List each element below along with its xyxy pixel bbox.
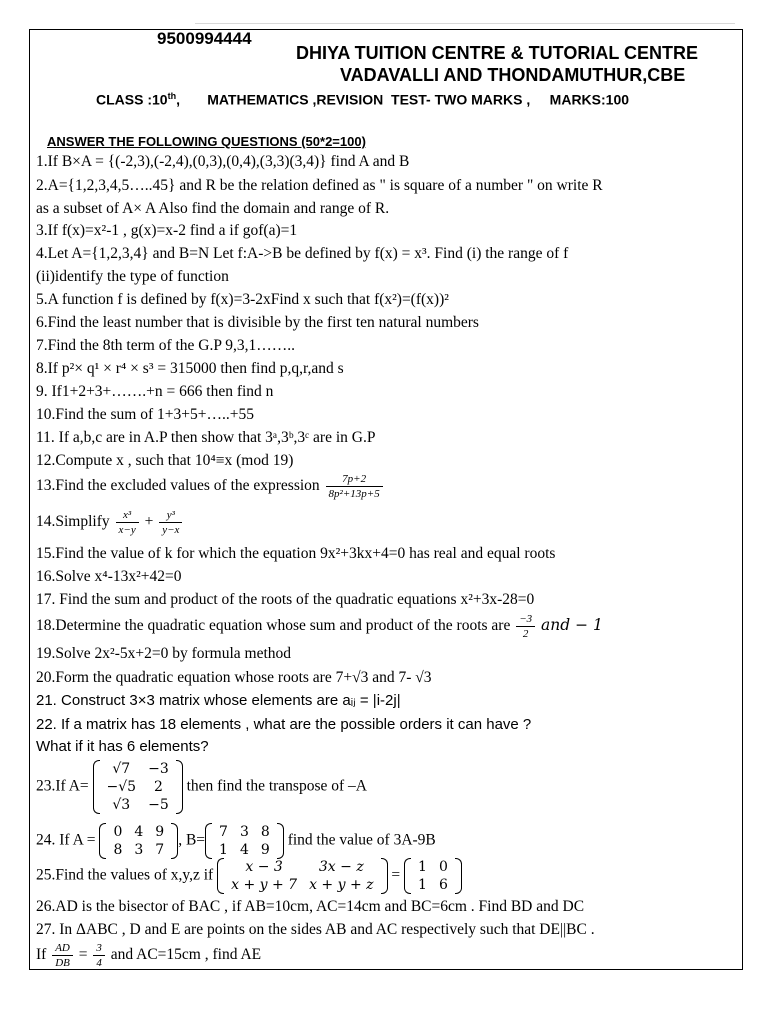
question-16: 16.Solve x⁴-13x²+42=0 xyxy=(36,568,182,585)
question-12: 12.Compute x , such that 10⁴≡x (mod 19) xyxy=(36,452,294,469)
fraction-numerator: AD xyxy=(52,941,73,956)
matrix-cell: x − 3 xyxy=(245,859,283,875)
question-13-text: 13.Find the excluded values of the expression xyxy=(36,477,320,495)
fraction-numerator: 7p+2 xyxy=(326,472,383,487)
question-18 xyxy=(36,612,603,641)
matrix-cell: −√5 xyxy=(106,779,137,795)
question-21: 21. Construct 3×3 matrix whose elements are aᵢⱼ = |i-2j| xyxy=(36,692,401,709)
fraction-numerator: −3 xyxy=(516,612,535,627)
question-24-mid: , B= xyxy=(178,831,206,849)
question-4-line-2: (ii)identify the type of function xyxy=(36,268,229,285)
matrix-right xyxy=(404,858,462,894)
equals-sign: = xyxy=(391,866,401,884)
matrix-cell: √3 xyxy=(112,797,131,813)
matrix-cell: 7 xyxy=(155,842,165,858)
question-27-suffix: and AC=15cm , find AE xyxy=(110,946,262,964)
matrix-cell: 1 xyxy=(418,859,427,875)
fraction-denominator: DB xyxy=(55,957,70,969)
matrix-a xyxy=(93,760,183,814)
question-14-fraction-2 xyxy=(159,508,182,537)
class-line: CLASS :10th, MATHEMATICS ,REVISION TEST- TWO MARKS , MARKS:100 xyxy=(96,91,630,108)
question-27-fraction-1 xyxy=(52,941,73,970)
question-24-suffix: find the value of 3A-9B xyxy=(287,831,436,849)
question-14 xyxy=(36,508,184,537)
institute-name: DHIYA TUITION CENTRE & TUTORIAL CENTRE xyxy=(296,43,699,63)
question-19: 19.Solve 2x²-5x+2=0 by formula method xyxy=(36,645,292,662)
question-14-fraction-1 xyxy=(116,508,139,537)
question-24-prefix: 24. If A = xyxy=(36,831,96,849)
plus-sign: + xyxy=(144,513,154,531)
fraction-denominator: 2 xyxy=(522,628,529,640)
matrix-cell: 6 xyxy=(438,877,448,893)
question-13 xyxy=(36,472,385,501)
question-4-line-1: 4.Let A={1,2,3,4} and B=N Let f:A->B be defined by f(x) = x³. Find (i) the range of f xyxy=(36,245,569,262)
matrix-cell: 9 xyxy=(260,842,270,858)
matrix-cell: 7 xyxy=(219,824,228,840)
question-26: 26.AD is the bisector of BAC , if AB=10cm, AC=14cm and BC=6cm . Find BD and DC xyxy=(36,898,585,915)
fraction-denominator: x−y xyxy=(118,524,136,536)
matrix-cell: 1 xyxy=(219,842,228,858)
question-6: 6.Find the least number that is divisible by the first ten natural numbers xyxy=(36,314,479,331)
matrix-b xyxy=(205,823,284,859)
matrix-cell: 3x − z xyxy=(318,859,364,875)
instruction: ANSWER THE FOLLOWING QUESTIONS (50*2=100) xyxy=(47,134,366,149)
question-13-fraction xyxy=(326,472,383,501)
question-18-fraction xyxy=(516,612,535,641)
institute-location: VADAVALLI AND THONDAMUTHUR,CBE xyxy=(340,65,686,85)
question-2-line-1: 2.A={1,2,3,4,5…..45} and R be the relation defined as " is square of a number " on write R xyxy=(36,177,603,194)
matrix-cell: 4 xyxy=(134,824,144,840)
matrix-cell: 4 xyxy=(239,842,249,858)
question-7: 7.Find the 8th term of the G.P 9,3,1…….. xyxy=(36,337,296,354)
matrix-cell: 0 xyxy=(113,824,123,840)
question-14-text: 14.Simplify xyxy=(36,513,110,531)
matrix-cell: x + y + 7 xyxy=(231,877,298,893)
matrix-cell: −3 xyxy=(148,761,169,777)
matrix-a xyxy=(99,823,178,859)
question-8: 8.If p²× q¹ × r⁴ × s³ = 315000 then find p,q,r,and s xyxy=(36,360,344,377)
question-22-line-1: 22. If a matrix has 18 elements , what are the possible orders it can have ? xyxy=(36,716,532,733)
matrix-cell: x + y + z xyxy=(309,877,374,893)
question-18-text: 18.Determine the quadratic equation whose sum and product of the roots are xyxy=(36,617,511,635)
top-rule xyxy=(195,23,735,24)
matrix-cell: 9 xyxy=(155,824,165,840)
question-23 xyxy=(36,760,367,814)
question-27-line-2 xyxy=(36,941,261,970)
question-15: 15.Find the value of k for which the equation 9x²+3kx+4=0 has real and equal roots xyxy=(36,545,556,562)
phone-number: 9500994444 xyxy=(157,29,252,48)
question-17: 17. Find the sum and product of the roots of the quadratic equations x²+3x-28=0 xyxy=(36,591,535,608)
matrix-cell: 1 xyxy=(418,877,427,893)
fraction-numerator: y³ xyxy=(159,508,182,523)
question-11: 11. If a,b,c are in A.P then show that 3ᵃ,3ᵇ,3ᶜ are in G.P xyxy=(36,429,376,446)
question-23-suffix: then find the transpose of –A xyxy=(186,777,367,795)
matrix-left xyxy=(217,858,387,894)
question-9: 9. If1+2+3+…….+n = 666 then find n xyxy=(36,383,274,400)
fraction-numerator: x³ xyxy=(116,508,139,523)
question-23-prefix: 23.If A= xyxy=(36,777,89,795)
matrix-cell: 3 xyxy=(239,824,249,840)
question-3: 3.If f(x)=x²-1 , g(x)=x-2 find a if gof(a)=1 xyxy=(36,222,298,239)
question-20: 20.Form the quadratic equation whose roots are 7+√3 and 7- √3 xyxy=(36,669,432,686)
fraction-denominator: 8p²+13p+5 xyxy=(328,488,380,500)
matrix-cell: 0 xyxy=(438,859,448,875)
question-22-line-2: What if it has 6 elements? xyxy=(36,738,209,755)
question-1: 1.If B×A = {(-2,3),(-2,4),(0,3),(0,4),(3,3)(3,4)} find A and B xyxy=(36,153,410,170)
question-27-prefix: If xyxy=(36,946,47,964)
question-27-fraction-2 xyxy=(93,941,105,970)
matrix-cell: 2 xyxy=(153,779,163,795)
question-25-prefix: 25.Find the values of x,y,z if xyxy=(36,866,214,884)
question-2-line-2: as a subset of A× A Also find the domain and range of R. xyxy=(36,200,390,217)
matrix-cell: 8 xyxy=(260,824,270,840)
question-25 xyxy=(36,858,462,894)
matrix-cell: √7 xyxy=(112,761,131,777)
fraction-denominator: y−x xyxy=(162,524,180,536)
question-18-tail: and − 1 xyxy=(541,616,603,635)
question-10: 10.Find the sum of 1+3+5+…..+55 xyxy=(36,406,254,423)
matrix-cell: 8 xyxy=(113,842,123,858)
question-27-line-1: 27. In ΔABC , D and E are points on the sides AB and AC respectively such that DE||BC . xyxy=(36,921,595,938)
fraction-denominator: 4 xyxy=(96,957,102,969)
fraction-numerator: 3 xyxy=(93,941,105,956)
question-24 xyxy=(36,823,436,859)
matrix-cell: 3 xyxy=(134,842,144,858)
matrix-cell: −5 xyxy=(148,797,169,813)
question-5: 5.A function f is defined by f(x)=3-2xFind x such that f(x²)=(f(x))² xyxy=(36,291,449,308)
equals-sign: = xyxy=(78,946,88,964)
